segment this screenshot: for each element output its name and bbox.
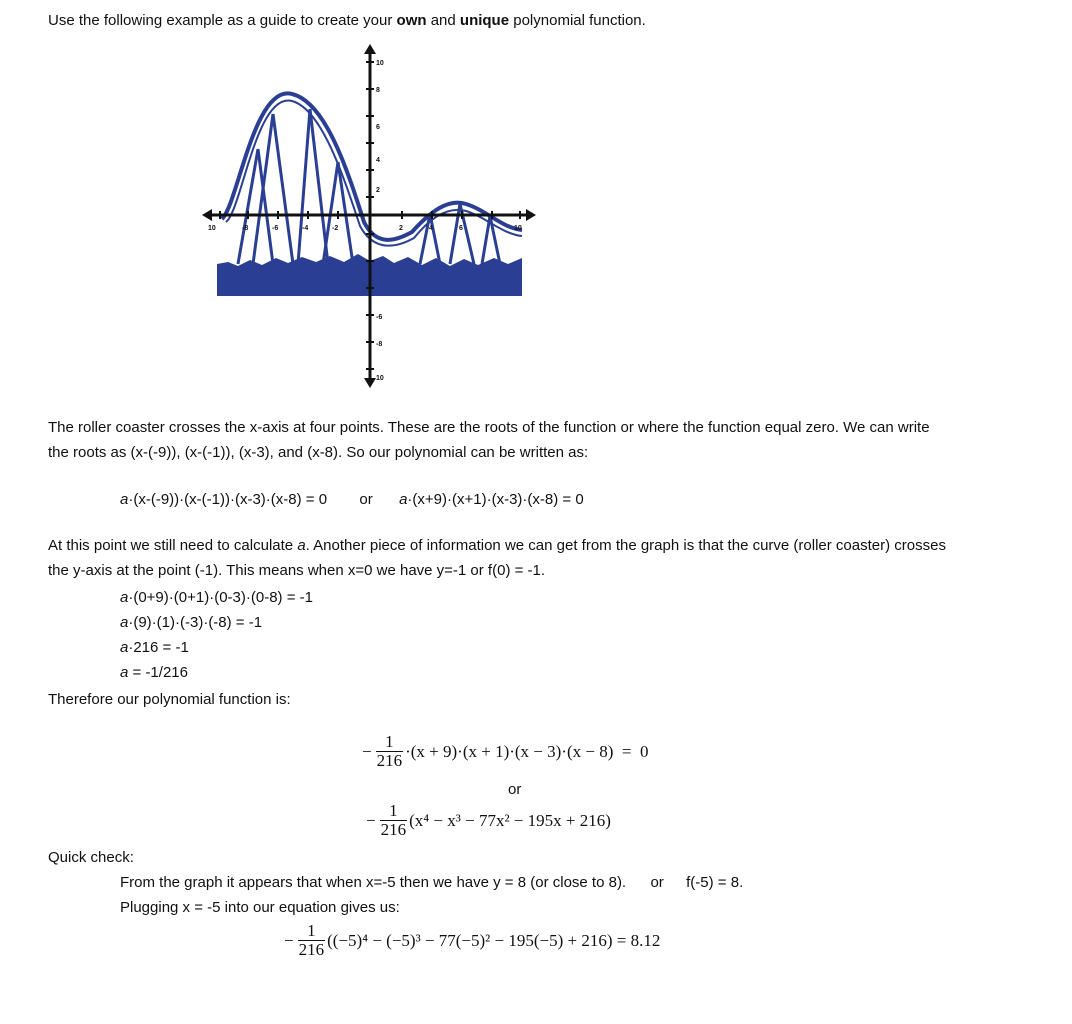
equation-body: ·(x + 9)·(x + 1)·(x − 3)·(x − 8) = 0 (405, 741, 649, 761)
y-tick-label: -6 (376, 314, 383, 321)
x-tick-label: 4 (429, 225, 433, 232)
fraction-denominator: 216 (380, 820, 407, 839)
coef-a: a (297, 537, 306, 554)
solve-a-line-1 (48, 533, 946, 558)
fraction-numerator: 1 (298, 922, 326, 941)
step-text: ·(9)·(1)·(-3)·(-8) = -1 (128, 614, 263, 631)
check-equation (284, 922, 660, 959)
coef-a: a (120, 639, 129, 656)
line-post: . Another piece of information we can get from the graph is that the curve (roller coaster) crosses (305, 537, 946, 554)
intro-pre: Use the following example as a guide to create your (48, 12, 397, 29)
intro-mid: and (426, 12, 460, 29)
fraction-numerator: 1 (376, 733, 404, 752)
coef-a: a (120, 589, 129, 606)
roots-line-2: the roots as (x-(-9)), (x-(-1)), (x-3), and (x-8). So our polynomial can be written as: (48, 444, 589, 461)
step-text: ·216 = -1 (128, 639, 189, 656)
minus-sign: − (284, 930, 294, 950)
quick-check-f: f(-5) = 8. (686, 874, 744, 891)
x-tick-label: 10 (514, 225, 522, 232)
final-equation-factored (362, 733, 648, 770)
x-tick-label: -6 (272, 225, 279, 232)
minus-sign: − (366, 810, 376, 830)
axes (208, 50, 531, 382)
x-tick-label: 2 (399, 225, 403, 232)
intro-text (48, 8, 646, 33)
fraction (376, 733, 404, 770)
equation-or: or (359, 491, 373, 508)
solve-steps (120, 585, 313, 685)
equation-left: ·(x-(-9))·(x-(-1))·(x-3)·(x-8) = 0 (128, 491, 328, 508)
intro-post: polynomial function. (509, 12, 646, 29)
coef-a: a (120, 491, 129, 508)
x-tick-label: -8 (242, 225, 249, 232)
fraction-numerator: 1 (380, 802, 408, 821)
line-pre: At this point we still need to calculate (48, 537, 298, 554)
y-tick-label: 4 (376, 157, 380, 164)
coef-a: a (399, 491, 408, 508)
fraction-denominator: 216 (298, 940, 325, 959)
y-tick-label: 10 (376, 60, 384, 67)
y-tick-label: 2 (376, 187, 380, 194)
quick-check-line-2: Plugging x = -5 into our equation gives us: (120, 899, 400, 916)
roots-line-1: The roller coaster crosses the x-axis at four points. These are the roots of the function or where the function equal zero. We can write (48, 419, 930, 436)
equation-body: ((−5)⁴ − (−5)³ − 77(−5)² − 195(−5) + 216) = 8.12 (327, 930, 661, 950)
step-3 (120, 635, 313, 660)
factored-equation (120, 487, 584, 512)
quick-check-line-1 (120, 870, 743, 895)
equation-body: (x⁴ − x³ − 77x² − 195x + 216) (409, 810, 611, 830)
x-tick-label: 10 (208, 225, 216, 232)
y-tick-label: 8 (376, 87, 380, 94)
quick-check-label: Quick check: (48, 849, 134, 866)
step-text: ·(0+9)·(0+1)·(0-3)·(0-8) = -1 (128, 589, 313, 606)
y-tick-label: -8 (376, 341, 383, 348)
fraction (298, 922, 326, 959)
step-2 (120, 610, 313, 635)
x-tick-label: -2 (332, 225, 339, 232)
therefore-text: Therefore our polynomial function is: (48, 691, 291, 708)
quick-check-or: or (650, 874, 664, 891)
equation-right: ·(x+9)·(x+1)·(x-3)·(x-8) = 0 (407, 491, 584, 508)
fraction (380, 802, 408, 839)
y-tick-label: 10 (376, 375, 384, 382)
solve-a-paragraph (48, 533, 946, 583)
roots-paragraph (48, 415, 930, 465)
intro-own: own (396, 12, 427, 29)
roller-coaster-graph (198, 44, 540, 390)
step-1 (120, 585, 313, 610)
coef-a: a (120, 614, 129, 631)
quick-check-text: From the graph it appears that when x=-5 then we have y = 8 (or close to 8). (120, 874, 627, 891)
fraction-denominator: 216 (376, 751, 403, 770)
solve-a-line-2: the y-axis at the point (-1). This means when x=0 we have y=-1 or f(0) = -1. (48, 562, 546, 579)
coef-a: a (120, 664, 129, 681)
y-tick-label: 6 (376, 124, 380, 131)
or-text: or (508, 781, 522, 798)
x-tick-label: -4 (302, 225, 309, 232)
final-equation-expanded (366, 802, 611, 839)
intro-unique: unique (459, 12, 510, 29)
step-text: = -1/216 (128, 664, 188, 681)
minus-sign: − (362, 741, 372, 761)
step-4 (120, 660, 313, 685)
x-tick-label: 6 (459, 225, 463, 232)
